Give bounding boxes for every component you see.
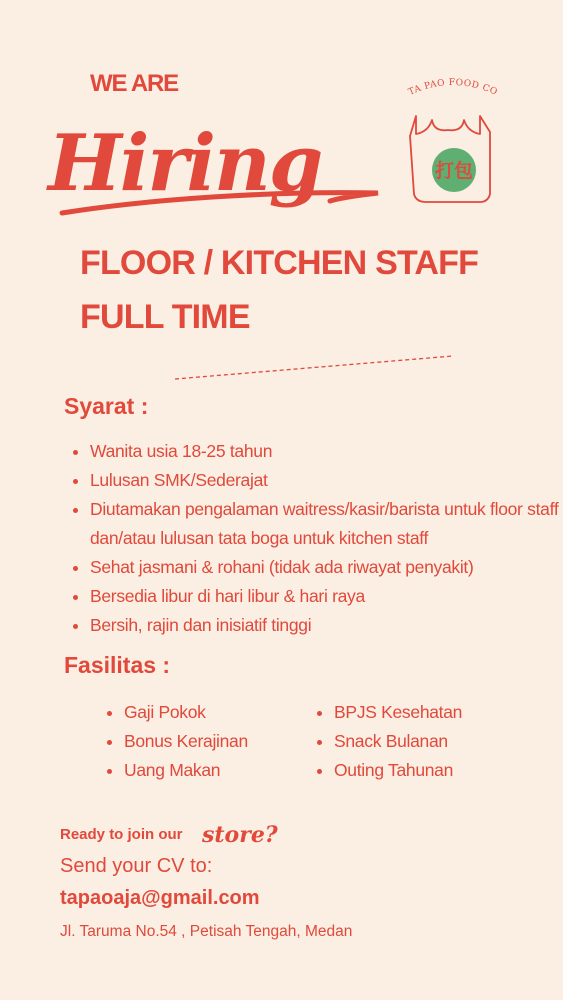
fasilitas-list-right [318,698,534,785]
store-script-text [200,816,290,852]
fasilitas-heading: Fasilitas : [64,652,171,678]
list-item: • Gaji Pokok [124,698,314,727]
ready-to-join-text: Ready to join our [60,826,183,843]
dashed-divider [175,354,455,384]
syarat-list [68,437,563,640]
we-are-label: WE ARE [90,70,178,97]
hiring-script-title [40,95,390,225]
list-item: • Wanita usia 18-25 tahun [90,437,563,466]
list-item: • Bersedia libur di hari libur & hari raya [90,582,563,611]
list-item: • Sehat jasmani & rohani (tidak ada riwayat penyakit) [90,553,563,582]
hiring-text: Hiring [48,118,322,209]
fasilitas-list-left [108,698,314,785]
tapao-bag-logo [398,76,508,216]
list-item: • BPJS Kesehatan [334,698,534,727]
logo-chinese-text: 打包 [434,160,474,182]
store-address: Jl. Taruma No.54 , Petisah Tengah, Medan [60,923,353,940]
logo-brand-text: TA PAO FOOD CO [407,77,499,98]
syarat-heading: Syarat : [64,393,149,419]
svg-text:store?: store? [202,822,278,848]
list-item: • Outing Tahunan [334,756,534,785]
list-item: • Lulusan SMK/Sederajat [90,466,563,495]
list-item: • Bersih, rajin dan inisiatif tinggi [90,611,563,640]
job-title-line-2: FULL TIME [80,298,250,336]
list-item: • Bonus Kerajinan [124,727,314,756]
list-item: • Uang Makan [124,756,314,785]
job-title-line-1: FLOOR / KITCHEN STAFF [80,244,479,282]
list-item: • Snack Bulanan [334,727,534,756]
send-cv-text: Send your CV to: [60,855,213,877]
list-item: • Diutamakan pengalaman waitress/kasir/barista untuk floor staff dan/atau lulusan tata boga untuk kitchen staff [90,495,563,553]
email-address[interactable]: tapaoaja@gmail.com [60,887,260,909]
